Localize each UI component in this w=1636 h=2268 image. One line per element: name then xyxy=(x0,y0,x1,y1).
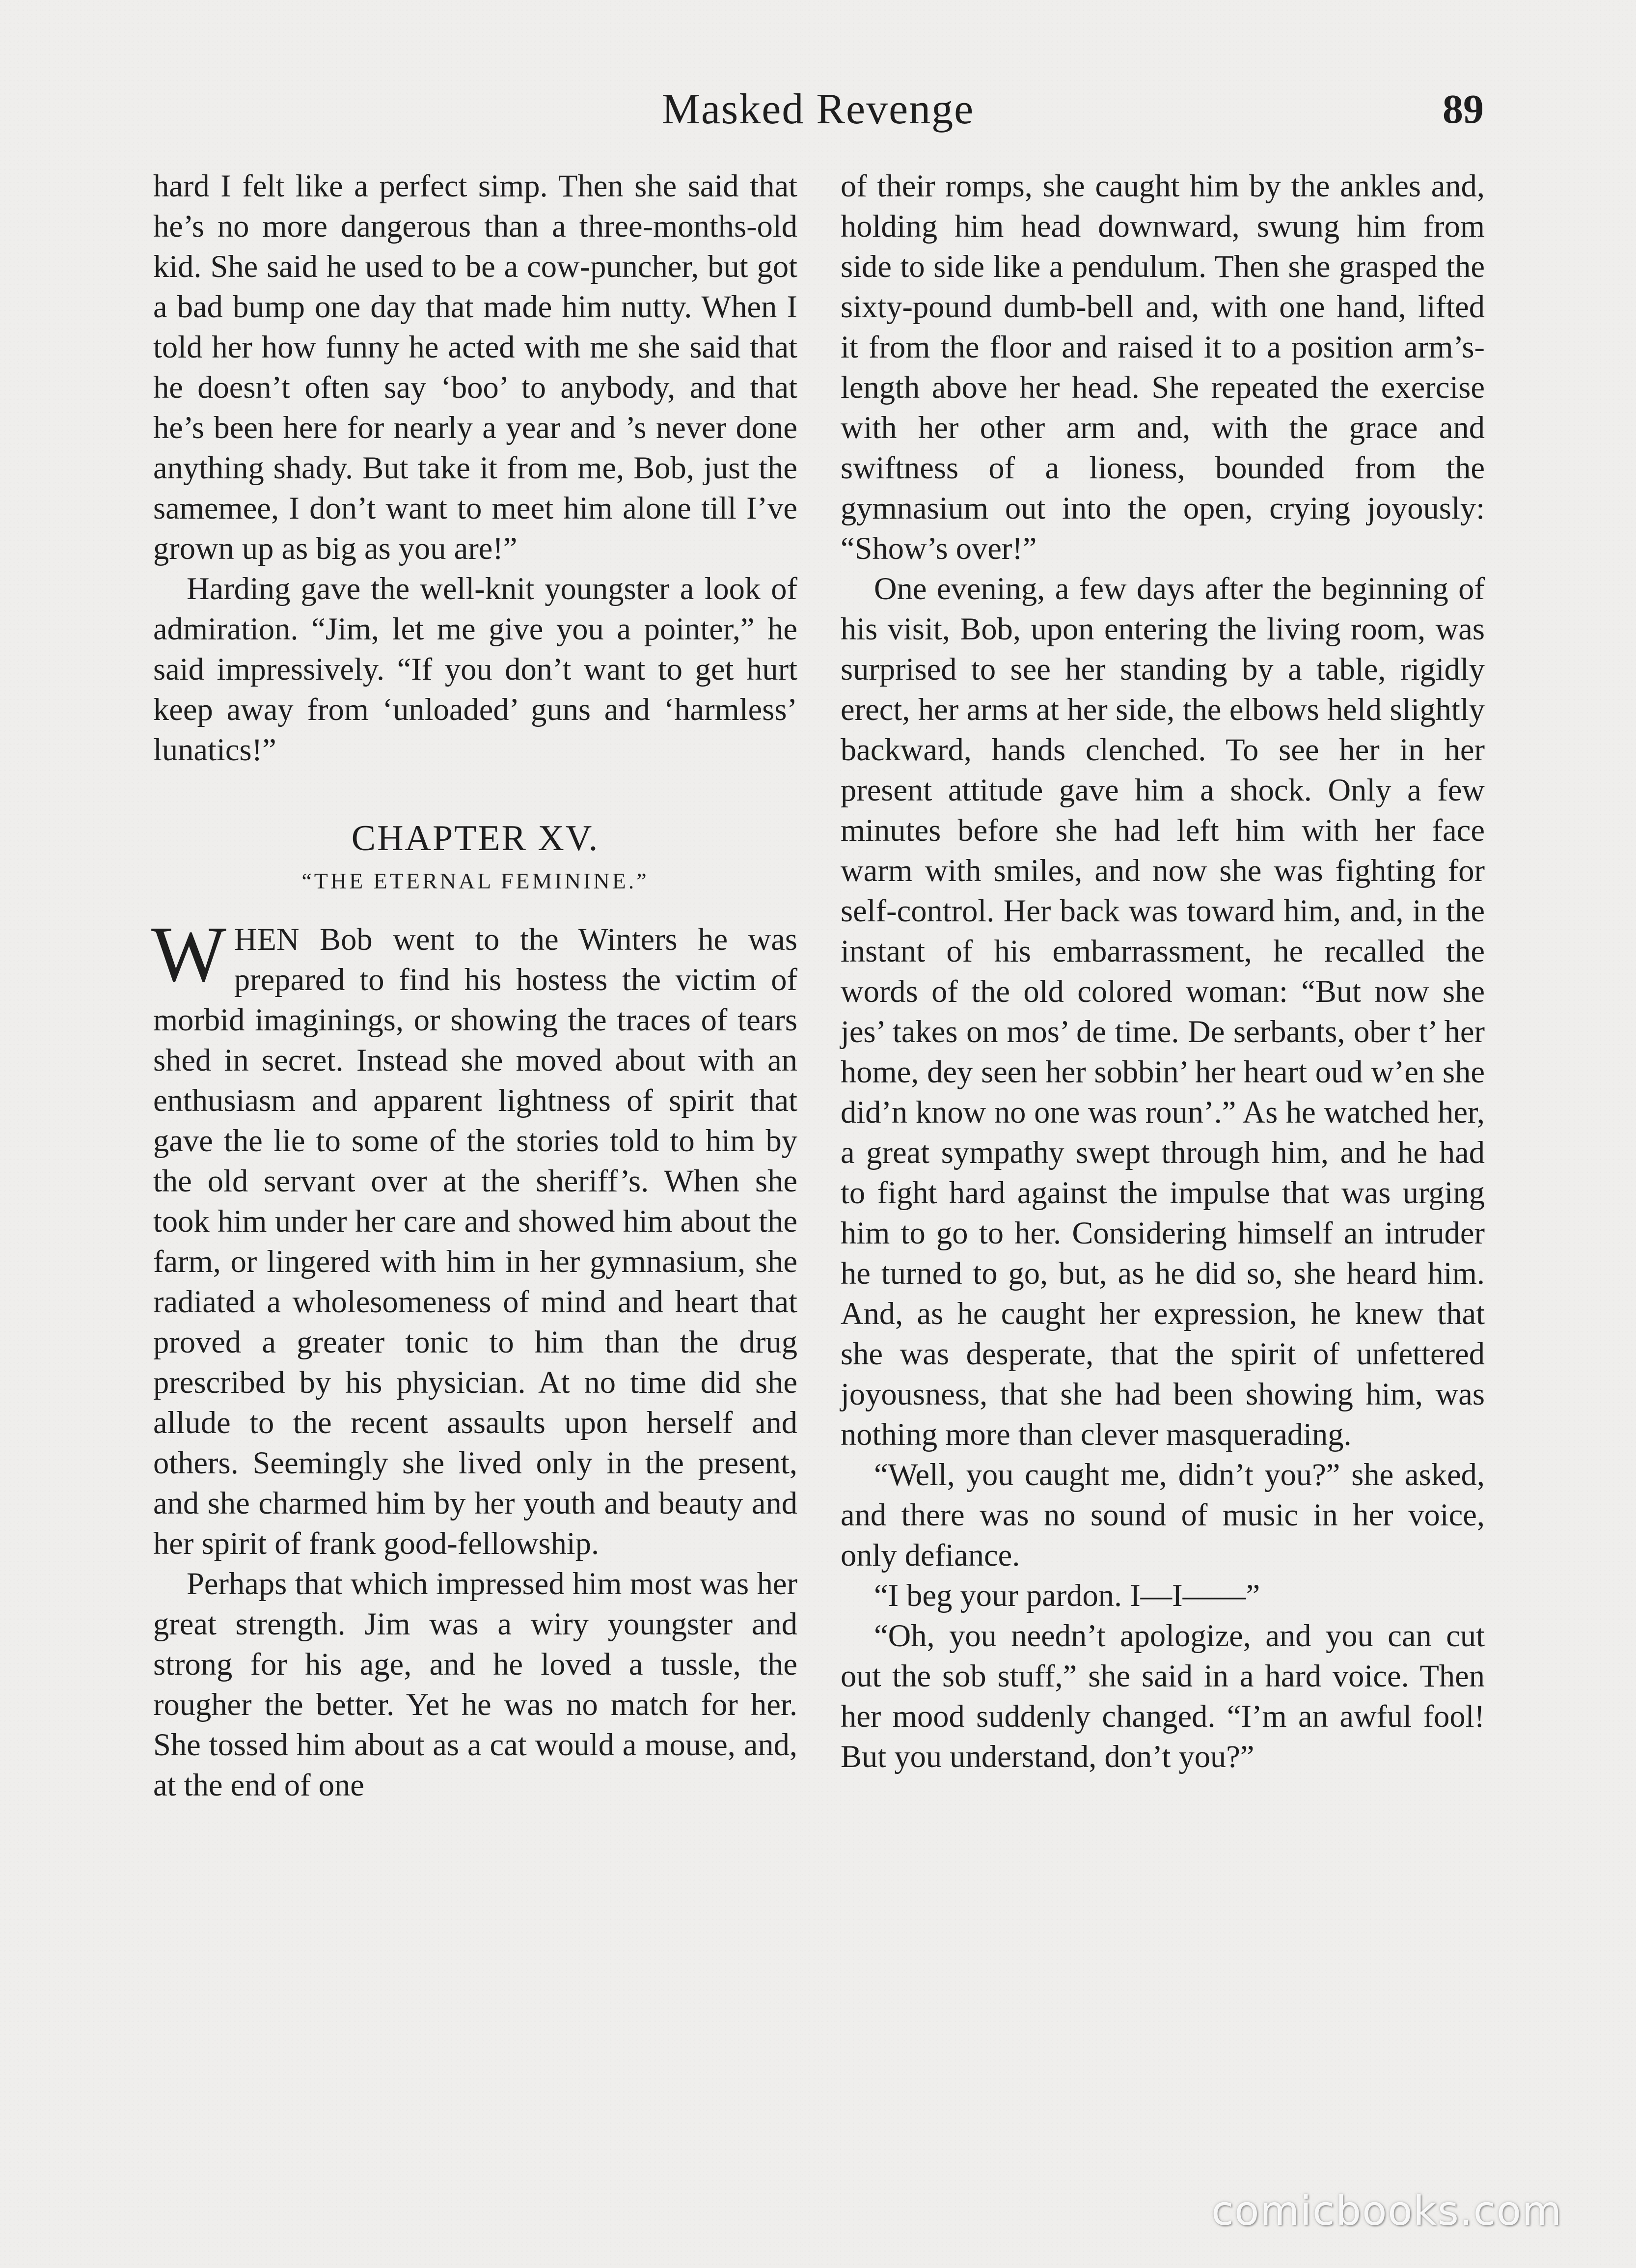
watermark: comicbooks.com xyxy=(1211,2188,1562,2235)
running-header xyxy=(152,83,1484,137)
paragraph: One evening, a few days after the beginning of his visit, Bob, upon entering the living room, was surprised to see her standing by a table, rigidly erect, her arms at her side, the elbows held slightly backward, hands clenched. To see her in her present attitude gave him a shock. Only a few minutes before she had left him with her face warm with smiles, and now she was fighting for self-control. Her back was toward him, and, in the instant of his embarrassment, he recalled the words of the old colored woman: “But now she jes’ takes on mos’ de time. De serbants, ober t’ her home, dey seen her sobbin’ her heart oud w’en she did’n know no one was roun’.” As he watched her, a great sympathy swept through him, and he had to fight hard against the impulse that was urging him to go to her. Considering himself an intruder he turned to go, but, as he did so, she heard him. And, as he caught her expression, he knew that she was desperate, that the spirit of unfettered joyousness, that she had been showing him, was nothing more than clever masquerading. xyxy=(841,571,1485,1452)
right-column xyxy=(841,166,1485,1777)
paragraph: “Well, you caught me, didn’t you?” she asked, and there was no sound of music in her voice, only defiance. xyxy=(841,1457,1485,1573)
chapter-subtitle: “THE ETERNAL FEMININE.” xyxy=(301,868,649,893)
left-column xyxy=(153,166,797,1805)
paragraph: of their romps, she caught him by the ankles and, holding him head downward, swung him from side to side like a pendulum. Then she grasped the sixty-pound dumb-bell and, with one hand, lifted it from the floor and raised it to a position arm’s-length above her head. She repeated the exercise with her other arm and, with the grace and swiftness of a lioness, bounded from the gymnasium out into the open, crying joyously: “Show’s over!” xyxy=(841,168,1485,566)
paragraph: “I beg your pardon. I—I——” xyxy=(874,1578,1260,1613)
paragraph: hard I felt like a perfect simp. Then she said that he’s no more dangerous than a three-months-old kid. She said he used to be a cow-puncher, but got a bad bump one day that made him nutty. When I told her how funny he acted with me she said that he doesn’t often say ‘boo’ to anybody, and that he’s been here for nearly a year and ’s never done anything shady. But take it from me, Bob, just the samemee, I don’t want to meet him alone till I’ve grown up as big as you are!” xyxy=(153,168,797,566)
drop-cap: W xyxy=(151,911,226,998)
chapter-title: CHAPTER XV. xyxy=(351,818,600,858)
running-title: Masked Revenge xyxy=(661,85,975,133)
paragraph-text: HEN Bob went to the Winters he was prepared to find his hostess the victim of morbid imaginings, or showing the traces of tears shed in secret. Instead she moved about with an enthusiasm and apparent lightness of spirit that gave the lie to some of the stories told to him by the old servant over at the sheriff’s. When she took him under her care and showed him about the farm, or lingered with him in her gymnasium, she radiated a wholesomeness of mind and heart that proved a greater tonic to him than the drug prescribed by his physician. At no time did she allude to the recent assaults upon herself and others. Seemingly she lived only in the present, and she charmed him by her youth and beauty and her spirit of frank good-fellowship. xyxy=(153,922,797,1561)
paragraph: Perhaps that which impressed him most was her great strength. Jim was a wiry youngster and strong for his age, and he loved a tussle, the rougher the better. Yet he was no match for her. She tossed him about as a cat would a mouse, and, at the end of one xyxy=(153,1566,797,1802)
page-number: 89 xyxy=(1443,86,1484,132)
paragraph: Harding gave the well-knit youngster a look of admiration. “Jim, let me give you a pointer,” he said impressively. “If you don’t want to get hurt keep away from ‘unloaded’ guns and ‘harmless’ lunatics!” xyxy=(153,571,797,767)
paragraph: “Oh, you needn’t apologize, and you can cut out the sob stuff,” she said in a hard voice. Then her mood suddenly changed. “I’m an awful fool! But you understand, don’t you?” xyxy=(841,1618,1485,1774)
chapter-opening-paragraph xyxy=(151,911,797,1564)
